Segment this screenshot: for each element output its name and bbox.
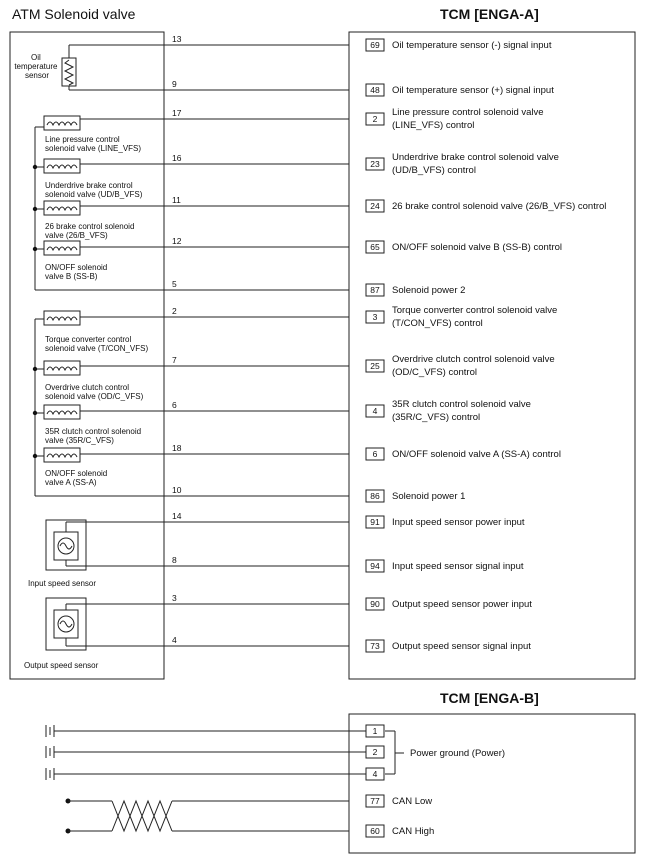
can-twisted-pair [66, 799, 350, 834]
overdrive-valve-label: Overdrive clutch control solenoid valve (OD/C_VFS) [45, 383, 144, 401]
wire-number: 13 [172, 34, 182, 44]
wire-number: 3 [172, 593, 177, 603]
brake26-valve-label: 26 brake control solenoid valve (26/B_VFS) [45, 222, 135, 240]
pin-number: 6 [372, 449, 378, 459]
oil-temp-sensor-label: Oil temperature sensor [14, 53, 58, 80]
wire-number: 7 [172, 355, 177, 365]
atm-solenoid-valve-title: ATM Solenoid valve [12, 6, 136, 22]
pin-label: Solenoid power 1 [392, 491, 466, 502]
pin-number: 3 [372, 312, 378, 322]
pin-label: Solenoid power 2 [392, 285, 466, 296]
pin-number: 65 [370, 242, 380, 252]
wire-number: 8 [172, 555, 177, 565]
can-label: CAN Low [392, 796, 433, 807]
ground-symbol [46, 725, 366, 737]
pin-label: 26 brake control solenoid valve (26/B_VFS) control [392, 201, 607, 212]
wire-number: 6 [172, 400, 177, 410]
pin-label: Line pressure control solenoid valve (LINE_VFS) control [392, 107, 544, 131]
wire-number: 11 [172, 195, 181, 205]
tcm-b-pin-4 [366, 768, 384, 780]
svg-text:2: 2 [372, 747, 378, 757]
onoff-b-valve-label: ON/OFF solenoid valve B (SS-B) [45, 263, 108, 281]
wire-number: 2 [172, 306, 177, 316]
tcm-enga-a-title: TCM [ENGA-A] [440, 6, 539, 22]
pin-label: Input speed sensor power input [392, 517, 525, 528]
tcm-enga-b-title: TCM [ENGA-B] [440, 690, 539, 706]
pin-number: 25 [370, 361, 380, 371]
wire-number: 5 [172, 279, 177, 289]
pin-label: ON/OFF solenoid valve A (SS-A) control [392, 449, 561, 460]
can-label: CAN High [392, 826, 435, 837]
torque-conv-valve-label: Torque converter control solenoid valve (T/CON_VFS) [45, 335, 149, 353]
wire-number: 12 [172, 236, 182, 246]
pin-number: 91 [370, 517, 380, 527]
pin-label: ON/OFF solenoid valve B (SS-B) control [392, 242, 562, 253]
pin-number: 73 [370, 641, 380, 651]
ground-symbols [46, 725, 366, 780]
tcm-b-pin-2 [366, 746, 384, 758]
pin-number: 48 [370, 85, 380, 95]
clutch35r-valve-label: 35R clutch control solenoid valve (35R/C_VFS) [45, 427, 142, 445]
pin-number: 86 [370, 491, 380, 501]
pin-label: Input speed sensor signal input [392, 561, 524, 572]
pin-number: 23 [370, 159, 380, 169]
pin-label: Oil temperature sensor (-) signal input [392, 40, 552, 51]
pin-number: 2 [372, 114, 378, 124]
can-pin-77 [366, 795, 432, 807]
output-speed-sensor-label: Output speed sensor [24, 661, 99, 670]
pin-label: Output speed sensor power input [392, 599, 532, 610]
svg-text:77: 77 [370, 796, 380, 806]
pin-label: 35R clutch control solenoid valve (35R/C_VFS) control [392, 399, 531, 423]
ground-symbol [46, 746, 366, 758]
tcm-b-pin-1 [366, 725, 384, 737]
wire-number: 4 [172, 635, 177, 645]
pin-label: Underdrive brake control solenoid valve (UD/B_VFS) control [392, 152, 559, 176]
pin-number: 4 [372, 406, 378, 416]
pin-label: Oil temperature sensor (+) signal input [392, 85, 554, 96]
pin-label: Torque converter control solenoid valve (T/CON_VFS) control [392, 305, 558, 329]
wire-number: 10 [172, 485, 182, 495]
underdrive-valve-label: Underdrive brake control solenoid valve (UD/B_VFS) [45, 181, 143, 199]
pin-number: 94 [370, 561, 380, 571]
pin-number: 24 [370, 201, 380, 211]
line-pressure-valve-label: Line pressure control solenoid valve (LINE_VFS) [45, 135, 142, 153]
wire-number: 16 [172, 153, 182, 163]
input-speed-sensor-label: Input speed sensor [28, 579, 97, 588]
wire-number: 9 [172, 79, 177, 89]
svg-text:1: 1 [372, 726, 378, 736]
svg-text:60: 60 [370, 826, 380, 836]
wire-number: 14 [172, 511, 182, 521]
can-pin-60 [366, 825, 434, 837]
wire-number: 17 [172, 108, 182, 118]
pin-label: Output speed sensor signal input [392, 641, 531, 652]
pin-label: Overdrive clutch control solenoid valve (OD/C_VFS) control [392, 354, 555, 378]
pin-number: 69 [370, 40, 380, 50]
wire-number: 18 [172, 443, 182, 453]
power-ground-label: Power ground (Power) [410, 748, 506, 759]
pin-number: 87 [370, 285, 380, 295]
ground-symbol [46, 768, 366, 780]
onoff-a-valve-label: ON/OFF solenoid valve A (SS-A) [45, 469, 108, 487]
pin-number: 90 [370, 599, 380, 609]
svg-text:4: 4 [372, 769, 378, 779]
